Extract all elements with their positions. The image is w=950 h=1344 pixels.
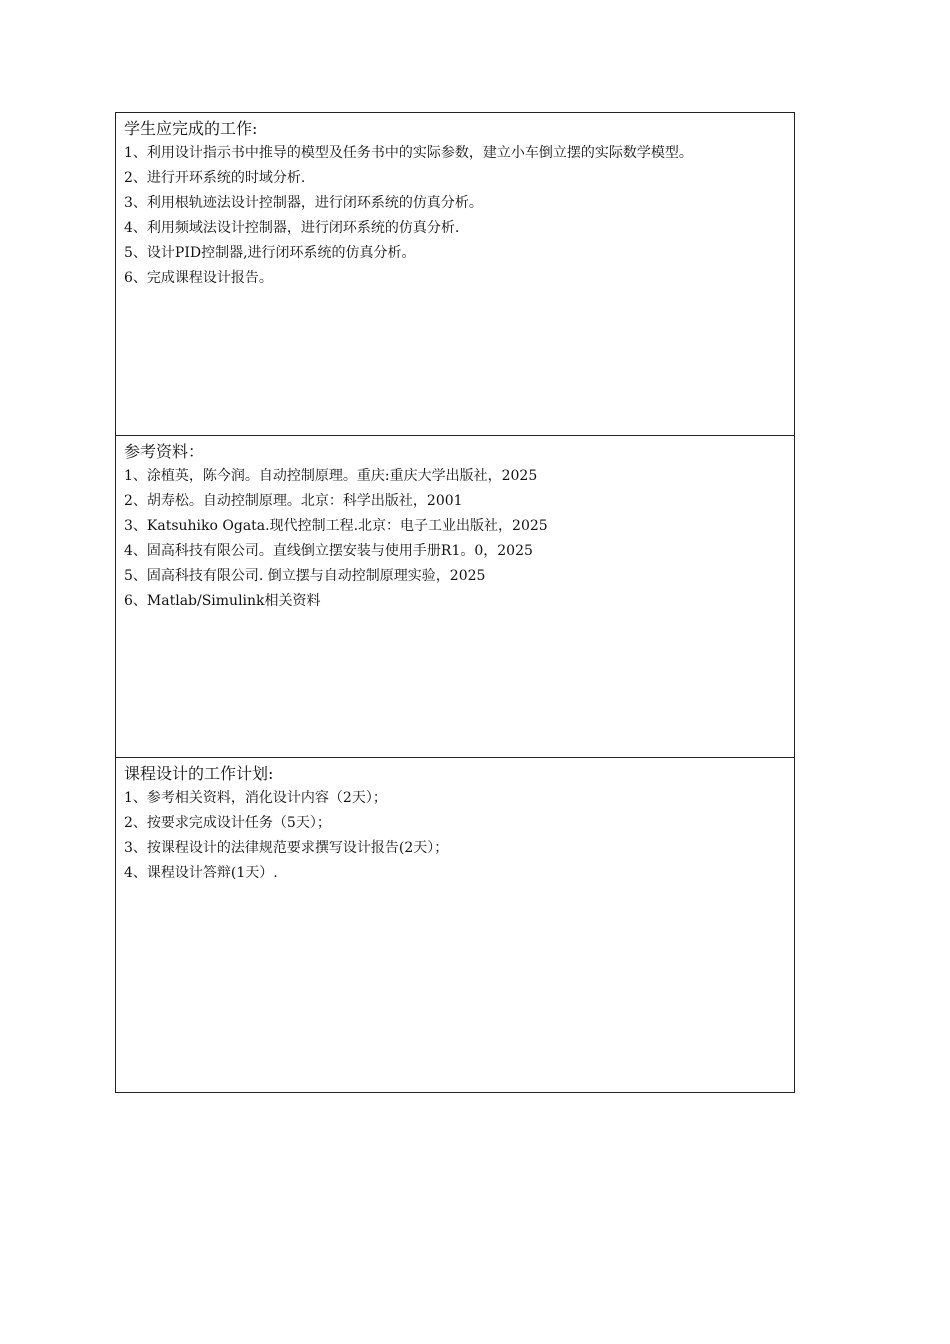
plan-item: 4、课程设计答辩(1天）. [124,865,278,881]
references-heading: 参考资料： [124,442,205,461]
reference-item: 5、固高科技有限公司. 倒立摆与自动控制原理实验，2025 [124,568,486,584]
student-tasks-section [116,113,794,436]
task-item: 3、利用根轨迹法设计控制器，进行闭环系统的仿真分析。 [124,195,483,211]
task-item: 2、进行开环系统的时域分析. [124,170,306,186]
reference-item: 3、Katsuhiko Ogata.现代控制工程.北京：电子工业出版社，2025 [124,518,548,534]
work-plan-heading: 课程设计的工作计划: [124,764,274,783]
course-design-table [115,112,795,1093]
plan-item: 1、参考相关资料，消化设计内容（2天）； [124,790,387,806]
task-item: 1、利用设计指示书中推导的模型及任务书中的实际参数，建立小车倒立摆的实际数学模型。 [124,145,693,161]
task-item: 5、设计PID控制器,进行闭环系统的仿真分析。 [124,245,416,261]
reference-item: 2、胡寿松。自动控制原理。北京：科学出版社，2001 [124,493,463,509]
student-tasks-heading: 学生应完成的工作: [124,119,258,138]
reference-item: 4、固高科技有限公司。直线倒立摆安装与使用手册R1。0，2025 [124,543,533,559]
reference-item: 1、涂植英，陈今润。自动控制原理。重庆:重庆大学出版社，2025 [124,468,538,484]
references-section [116,436,794,758]
plan-item: 2、按要求完成设计任务（5天）； [124,815,331,831]
task-item: 4、利用频域法设计控制器，进行闭环系统的仿真分析. [124,220,460,236]
task-item: 6、完成课程设计报告。 [124,270,273,286]
work-plan-section [116,758,794,1092]
reference-item: 6、Matlab/Simulink相关资料 [124,593,321,609]
plan-item: 3、按课程设计的法律规范要求撰写设计报告(2天）； [124,840,449,856]
